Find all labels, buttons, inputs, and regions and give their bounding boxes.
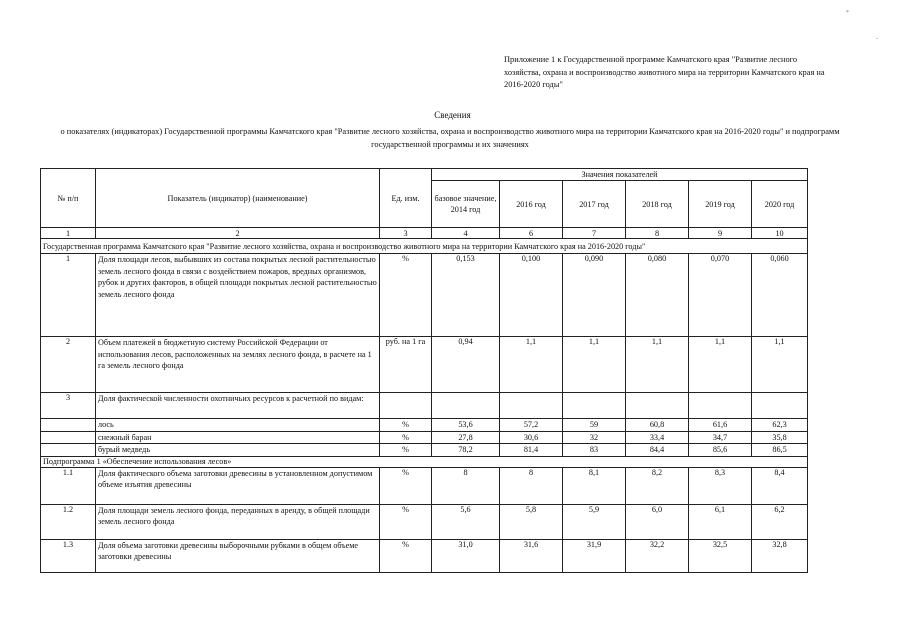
table-row [41,337,808,393]
table-row [41,444,808,457]
row-value: 0,080 [626,254,689,337]
row-name: Доля площади земель лесного фонда, переданных в аренду, в общей площади земель лесного фонда [96,504,380,539]
row-value: 35,8 [752,431,808,444]
row-value: 32,8 [752,539,808,572]
row-num: 2 [41,337,96,393]
row-unit: % [380,467,432,504]
row-value: 0,94 [432,337,500,393]
row-unit: % [380,504,432,539]
row-value: 34,7 [689,431,752,444]
row-num: 1.3 [41,539,96,572]
row-num: 3 [41,393,96,419]
appendix-note: Приложение 1 к Государственной программе Камчатского края "Развитие лесного хозяйства, охрана и воспроизводство животного мира на территории Камчатского края на 2016-2020 годы" [504,55,825,89]
table-row [41,504,808,539]
row-value: 8 [432,467,500,504]
corner-mark: * [846,10,849,16]
row-name: бурый медведь [96,444,380,457]
row-name: Доля фактической численности охотничьих ресурсов к расчетной по видам: [96,393,380,419]
row-value: 59 [563,419,626,432]
row-value: 30,6 [500,431,563,444]
column-numbers-row [41,228,808,239]
col-number: 7 [563,228,626,239]
row-unit: % [380,254,432,337]
row-value: 27,8 [432,431,500,444]
row-value: 62,3 [752,419,808,432]
row-value: 0,060 [752,254,808,337]
col-number: 2 [96,228,380,239]
col-number: 4 [432,228,500,239]
col-number: 8 [626,228,689,239]
row-value: 6,2 [752,504,808,539]
row-value: 61,6 [689,419,752,432]
row-name: снежный баран [96,431,380,444]
row-name: лось [96,419,380,432]
section-row [41,239,808,254]
row-unit: % [380,539,432,572]
col-number: 9 [689,228,752,239]
row-value: 8,3 [689,467,752,504]
document-subtitle: о показателях (индикаторах) Государственной программы Камчатского края "Развитие лесного хозяйства, охрана и воспроизводство животного мира на территории Камчатского края на 2016-2020 годы" и подпрограмм государственной программы и их значениях [60,127,840,149]
row-value: 5,9 [563,504,626,539]
col-header-2017: 2017 год [563,181,626,228]
col-header-indicator: Показатель (индикатор) (наименование) [96,169,380,228]
row-unit: % [380,419,432,432]
row-unit: % [380,444,432,457]
col-header-unit: Ед. изм. [380,169,432,228]
table-row [41,419,808,432]
section-program-title: Государственная программа Камчатского края "Развитие лесного хозяйства, охрана и воспроизводство животного мира на территории Камчатского края на 2016-2020 годы" [41,239,808,254]
row-value: 0,153 [432,254,500,337]
col-header-values-group: Значения показателей [432,169,808,181]
row-value: 0,100 [500,254,563,337]
table-row [41,431,808,444]
col-header-base: базовое значение, 2014 год [432,181,500,228]
row-unit: руб. на 1 га [380,337,432,393]
row-value: 1,1 [689,337,752,393]
col-number: 6 [500,228,563,239]
col-number: 1 [41,228,96,239]
row-value: 1,1 [752,337,808,393]
row-value: 5,8 [500,504,563,539]
col-header-2019: 2019 год [689,181,752,228]
section-row [41,456,808,467]
row-value: 53,6 [432,419,500,432]
document-title: Сведения [434,110,471,120]
row-value: 78,2 [432,444,500,457]
row-value: 32,5 [689,539,752,572]
corner-mark: - [876,36,878,42]
row-num: 1 [41,254,96,337]
row-value: 1,1 [563,337,626,393]
row-value: 86,5 [752,444,808,457]
row-value: 33,4 [626,431,689,444]
table-row [41,467,808,504]
row-value: 32 [563,431,626,444]
row-value: 32,2 [626,539,689,572]
row-value: 6,0 [626,504,689,539]
col-header-2020: 2020 год [752,181,808,228]
row-value: 60,8 [626,419,689,432]
col-header-num: № п/п [41,169,96,228]
row-value: 83 [563,444,626,457]
row-value: 84,4 [626,444,689,457]
col-header-2016: 2016 год [500,181,563,228]
row-num: 1.2 [41,504,96,539]
row-value: 0,070 [689,254,752,337]
col-header-2018: 2018 год [626,181,689,228]
row-value: 8 [500,467,563,504]
col-number: 3 [380,228,432,239]
section-subprogram-title: Подпрограмма 1 «Обеспечение использования лесов» [41,456,808,467]
row-value: 1,1 [500,337,563,393]
row-num: 1.1 [41,467,96,504]
row-value: 1,1 [626,337,689,393]
table-row [41,539,808,572]
row-value: 0,090 [563,254,626,337]
row-value: 31,9 [563,539,626,572]
row-name: Доля площади лесов, выбывших из состава покрытых лесной растительностью земель лесного фонда в связи с воздействием пожаров, вредных организмов, рубок и других факторов, в общей площади покрытых лесной растительностью земель лесного фонда [96,254,380,337]
col-number: 10 [752,228,808,239]
row-name: Доля объема заготовки древесины выборочными рубками в общем объеме заготовки древесины [96,539,380,572]
row-value: 8,4 [752,467,808,504]
row-name: Доля фактического объема заготовки древесины в установленном допустимом объеме изъятия древесины [96,467,380,504]
row-value: 31,0 [432,539,500,572]
row-value: 81,4 [500,444,563,457]
row-value: 57,2 [500,419,563,432]
row-value: 8,2 [626,467,689,504]
row-value: 5,6 [432,504,500,539]
table-row [41,393,808,419]
table-row [41,254,808,337]
row-unit: % [380,431,432,444]
row-value: 85,6 [689,444,752,457]
row-value: 8,1 [563,467,626,504]
row-value: 31,6 [500,539,563,572]
indicators-table [40,168,808,573]
row-name: Объем платежей в бюджетную систему Российской Федерации от использования лесов, расположенных на землях лесного фонда, в расчете на 1 га земель лесного фонда [96,337,380,393]
row-value: 6,1 [689,504,752,539]
